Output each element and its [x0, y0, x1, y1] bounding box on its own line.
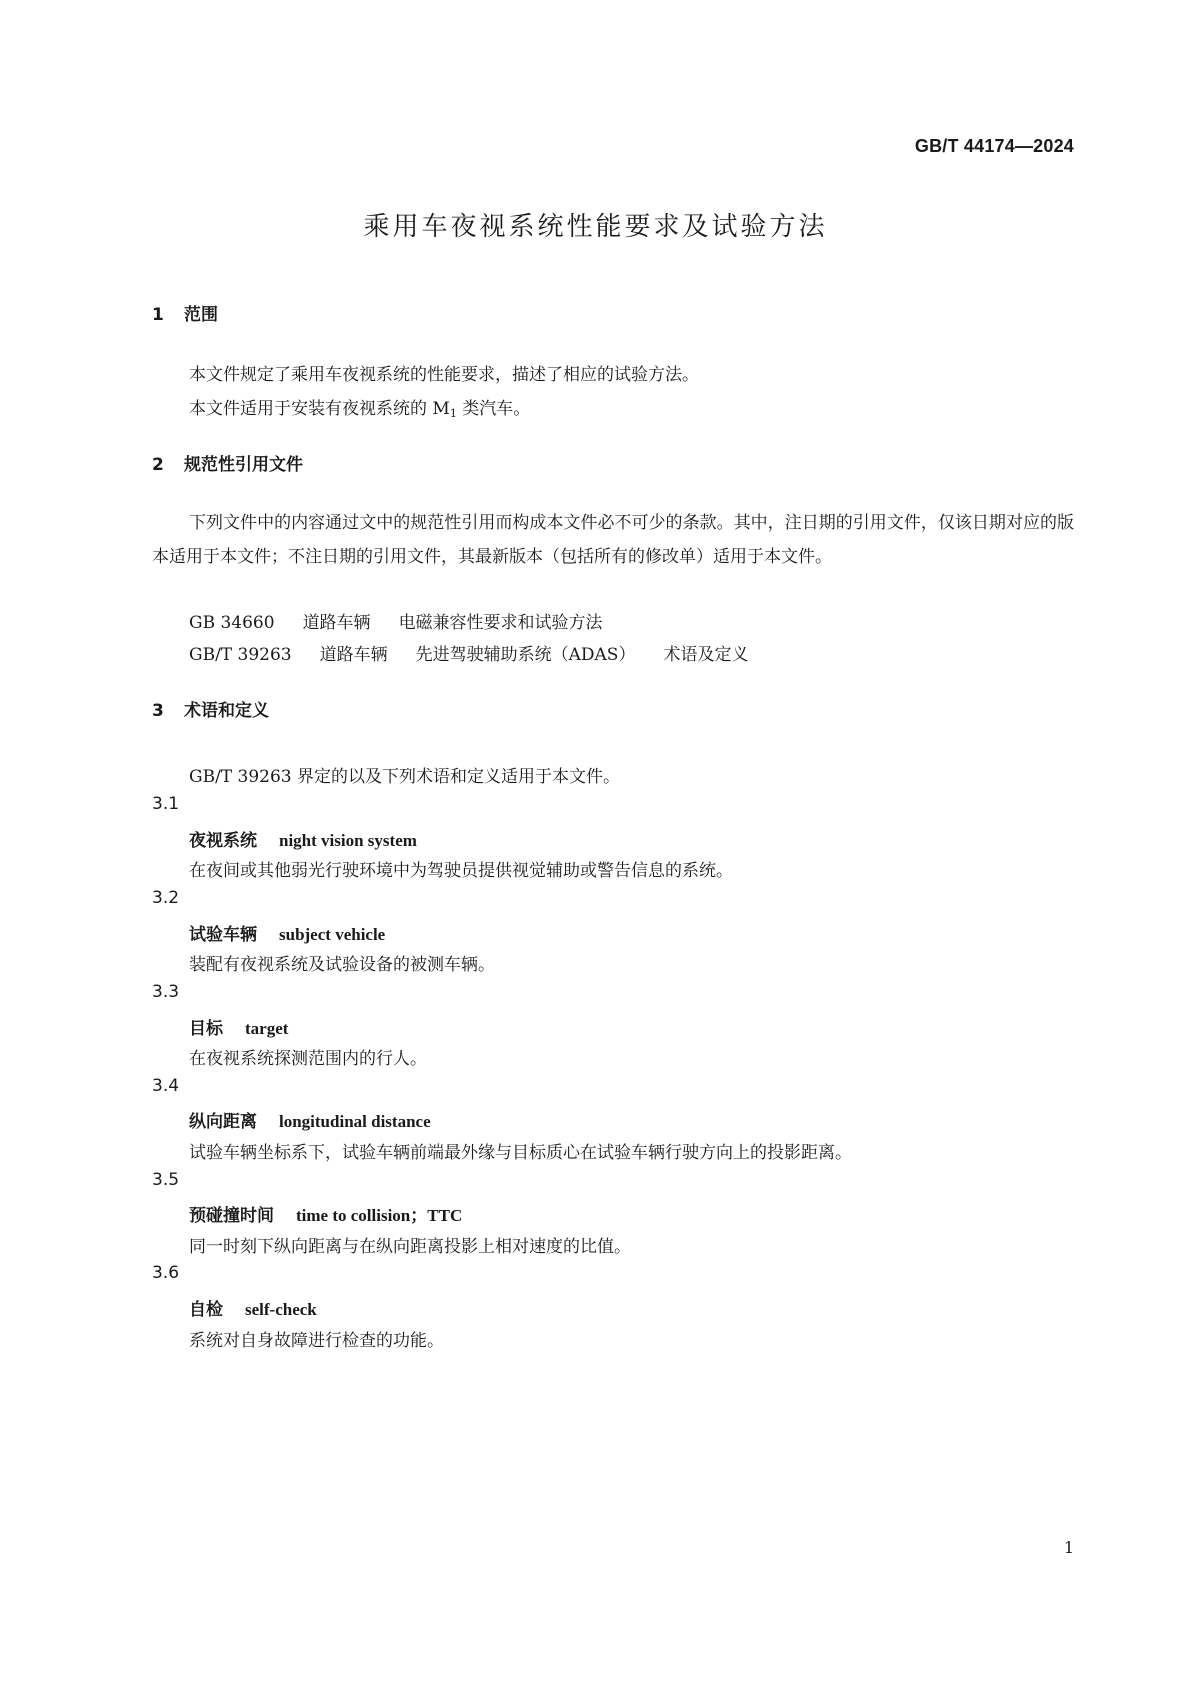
term-heading	[189, 920, 385, 945]
scope-text-before: 本文件适用于安装有夜视系统的 M	[189, 399, 450, 419]
reference-title-part: 术语及定义	[663, 645, 749, 665]
reference-code: GB/T 39263	[189, 645, 292, 665]
term-en: longitudinal distance	[279, 1112, 431, 1131]
terms-intro: GB/T 39263 界定的以及下列术语和定义适用于本文件。	[189, 767, 621, 787]
reference-title-part: 先进驾驶辅助系统（ADAS）	[415, 645, 636, 665]
scope-paragraph-1: 本文件规定了乘用车夜视系统的性能要求，描述了相应的试验方法。	[189, 365, 699, 385]
term-definition: 在夜间或其他弱光行驶环境中为驾驶员提供视觉辅助或警告信息的系统。	[189, 861, 733, 881]
reference-title-part: 电磁兼容性要求和试验方法	[398, 613, 603, 633]
document-title: 乘用车夜视系统性能要求及试验方法	[363, 212, 828, 242]
term-en: self-check	[245, 1300, 317, 1319]
term-heading	[189, 1295, 317, 1320]
term-number: 3.2	[152, 888, 180, 908]
term-zh: 预碰撞时间	[189, 1206, 274, 1226]
term-zh: 试验车辆	[189, 925, 257, 945]
term-zh: 目标	[189, 1019, 223, 1039]
section-title: 术语和定义	[184, 701, 269, 721]
term-en: subject vehicle	[279, 925, 386, 944]
section-title: 规范性引用文件	[184, 455, 303, 475]
term-number: 3.1	[152, 794, 180, 814]
reference-item	[189, 640, 748, 665]
term-number: 3.6	[152, 1263, 180, 1283]
term-en: time to collision；TTC	[296, 1206, 463, 1225]
term-heading	[189, 826, 417, 851]
standard-code: GB/T 44174—2024	[914, 136, 1074, 156]
term-definition: 装配有夜视系统及试验设备的被测车辆。	[189, 955, 495, 975]
term-heading	[189, 1014, 288, 1039]
term-definition: 系统对自身故障进行检查的功能。	[189, 1331, 444, 1351]
term-heading	[189, 1107, 431, 1132]
section-3-heading	[152, 696, 269, 721]
reference-title-part: 道路车辆	[319, 645, 388, 665]
term-definition: 同一时刻下纵向距离与在纵向距离投影上相对速度的比值。	[189, 1237, 631, 1257]
section-number: 1	[152, 305, 164, 325]
term-definition: 试验车辆坐标系下，试验车辆前端最外缘与目标质心在试验车辆行驶方向上的投影距离。	[189, 1143, 852, 1163]
term-heading	[189, 1201, 462, 1226]
reference-code: GB 34660	[189, 613, 275, 633]
reference-item	[189, 608, 603, 633]
term-zh: 自检	[189, 1300, 223, 1320]
section-1-heading	[152, 300, 218, 325]
reference-title-part: 道路车辆	[302, 613, 371, 633]
section-2-heading	[152, 450, 303, 475]
term-zh: 夜视系统	[189, 831, 257, 851]
term-en: night vision system	[279, 831, 417, 850]
section-title: 范围	[184, 305, 218, 325]
page-number: 1	[1063, 1538, 1074, 1557]
scope-paragraph-2	[189, 394, 530, 420]
scope-text-after: 类汽车。	[456, 399, 531, 419]
section-number: 2	[152, 455, 164, 475]
term-definition: 在夜视系统探测范围内的行人。	[189, 1049, 427, 1069]
normative-references-intro: 下列文件中的内容通过文中的规范性引用而构成本文件必不可少的条款。其中，注日期的引用文件，仅该日期对应的版本适用于本文件；不注日期的引用文件，其最新版本（包括所有的修改单）适用于本文件。	[152, 513, 1074, 567]
term-en: target	[245, 1019, 289, 1038]
section-number: 3	[152, 701, 164, 721]
term-number: 3.3	[152, 982, 180, 1002]
term-number: 3.4	[152, 1076, 180, 1096]
vehicle-category-subscript: 1	[449, 407, 457, 420]
term-zh: 纵向距离	[189, 1112, 257, 1132]
term-number: 3.5	[152, 1170, 180, 1190]
